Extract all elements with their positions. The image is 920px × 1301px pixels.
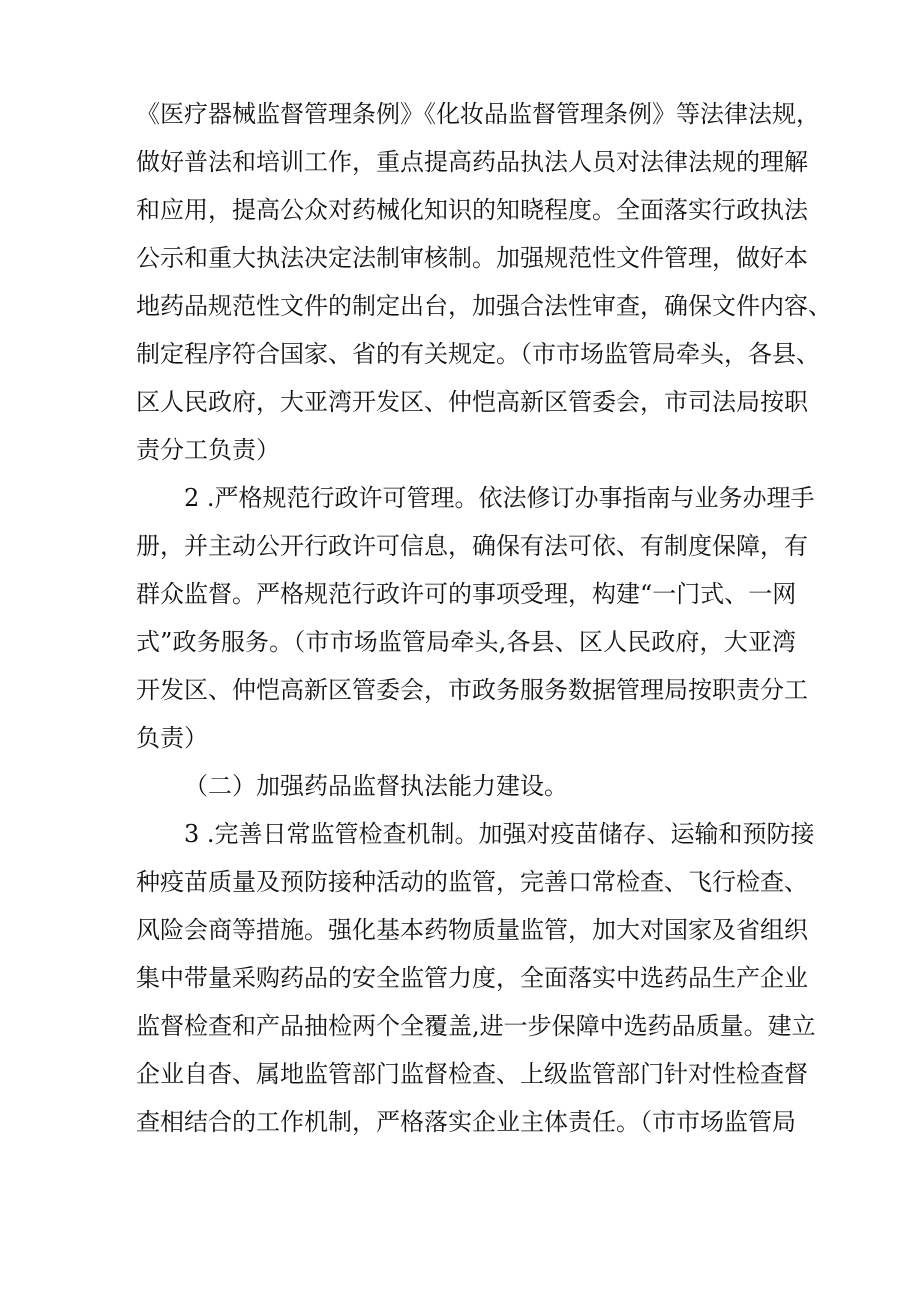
paragraph-heading-line: 3 .完善日常监管检查机制。加强对疫苗储存、运输和预防接 [184,820,815,848]
text-line: 区人民政府，大亚湾开发区、仲恺高新区管委会，市司法局按职 [136,388,808,416]
text-line: 和应用，提高公众对药械化知识的知晓程度。全面落实行政执法 [136,196,808,224]
text-line: 地药品规范性文件的制定出台，加强合法性审查，确保文件内容、 [136,292,832,320]
text-line: 式”政务服务。（市市场监管局牵头,各县、区人民政府，大亚湾 [136,628,796,656]
text-line: 监督检查和产品抽检两个全覆盖,进一步保障中选药品质量。建立 [136,1012,816,1040]
text-line: 开发区、仲恺高新区管委会，市政务服务数据管理局按职责分工 [136,676,808,704]
text-line: 群众监督。严格规范行政许可的事项受理，构建“一门式、一网 [136,580,797,608]
text-line: 《医疗器械监督管理条例》《化妆品监督管理条例》等法律法规， [136,100,820,128]
paragraph-heading-line: 2 .严格规范行政许可管理。依法修订办事指南与业务办理手 [184,484,815,512]
text-line: 册，并主动公开行政许可信息，确保有法可依、有制度保障，有 [136,532,808,560]
text-line: 公示和重大执法决定法制审核制。加强规范性文件管理，做好本 [136,244,808,272]
text-line: 查相结合的工作机制，严格落实企业主体责任。（市市场监管局 [136,1108,796,1136]
section-heading: （二）加强药品监督执法能力建设。 [184,772,568,800]
text-line: 做好普法和培训工作，重点提高药品执法人员对法律法规的理解 [136,148,808,176]
text-line: 风险会商等措施。强化基本药物质量监管，加大对国家及省组织 [136,916,808,944]
text-line: 种疫苗质量及预防接种活动的监管，完善口常检查、飞行检查、 [136,868,808,896]
text-line: 制定程序符合国家、省的有关规定。（市市场监管局牵头，各县、 [136,340,820,368]
text-line: 集中带量采购药品的安全监管力度，全面落实中选药品生产企业 [136,964,808,992]
document-body [136,90,832,1146]
text-line: 企业自杳、属地监管部门监督检查、上级监管部门针对性检查督 [136,1060,808,1088]
text-line: 负责） [136,724,208,752]
text-line: 责分工负责） [136,436,280,464]
